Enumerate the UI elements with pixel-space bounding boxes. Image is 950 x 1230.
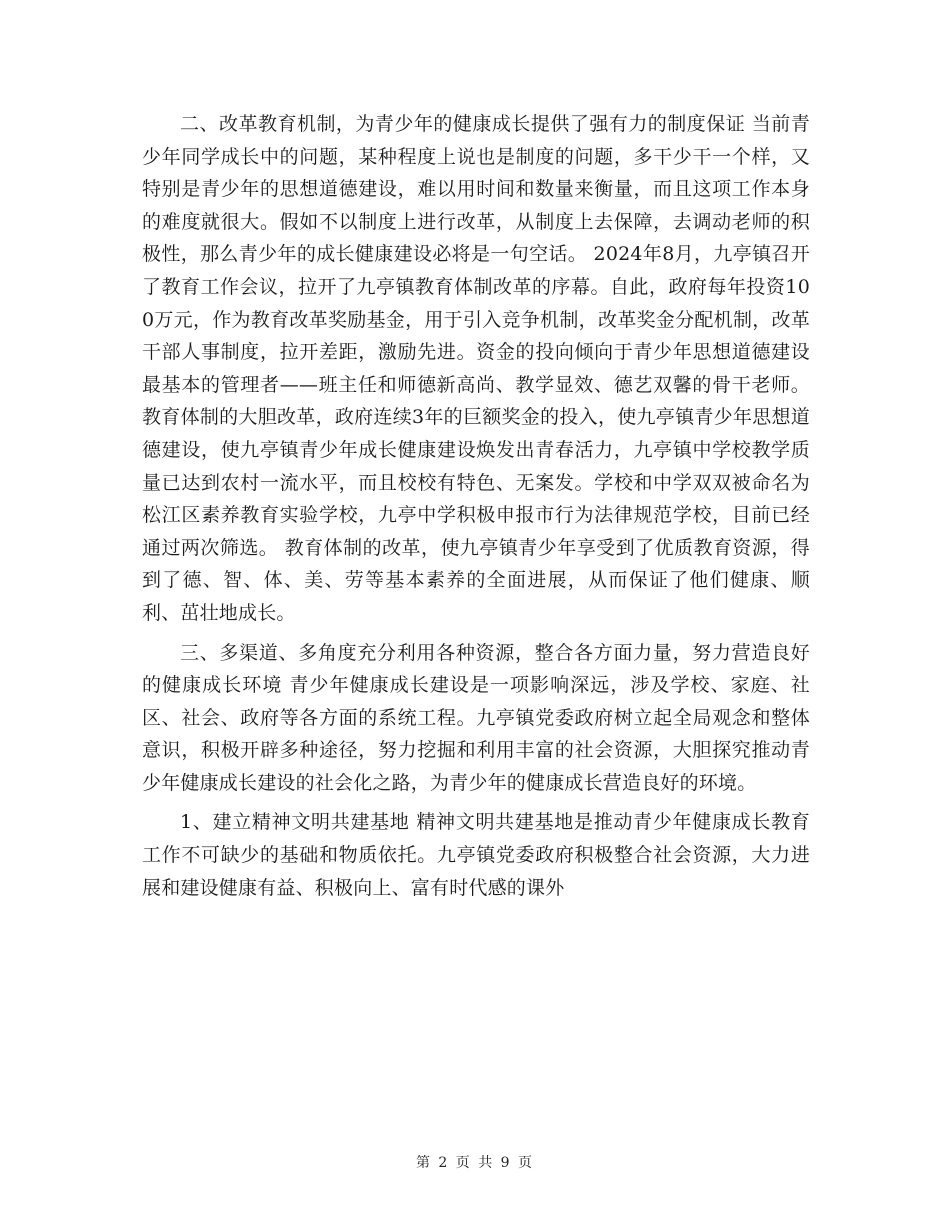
- page-number-footer: 第 2 页 共 9 页: [415, 1155, 535, 1171]
- paragraph-reform-education-mechanism: 二、改革教育机制，为青少年的健康成长提供了强有力的制度保证 当前青少年同学成长中的问题，某种程度上说也是制度的问题，多干少干一个样，又特别是青少年的思想道德建设，难以用时间和数量来衡量，而且这项工作本身的难度就很大。假如不以制度上进行改革，从制度上去保障，去调动老师的积极性，那么青少年的成长健康建设必将是一句空话。 2024年8月，九亭镇召开了教育工作会议，拉开了九亭镇教育体制改革的序幕。自此，政府每年投资100万元，作为教育改革奖励基金，用于引入竞争机制，改革奖金分配机制，改革干部人事制度，拉开差距，激励先进。资金的投向倾向于青少年思想道德建设最基本的管理者——班主任和师德新高尚、教学显效、德艺双馨的骨干老师。 教育体制的大胆改革，政府连续3年的巨额奖金的投入，使九亭镇青少年思想道德建设，使九亭镇青少年成长健康建设焕发出青春活力，九亭镇中学校教学质量已达到农村一流水平，而且校校有特色、无案发。学校和中学双双被命名为松江区素养教育实验学校，九亭中学积极申报市行为法律规范学校，目前已经通过两次筛选。 教育体制的改革，使九亭镇青少年享受到了优质教育资源，得到了德、智、体、美、劳等基本素养的全面进展，从而保证了他们健康、顺利、茁壮地成长。: [142, 113, 810, 624]
- document-body: [142, 108, 810, 911]
- paragraph-civilization-base: 1、建立精神文明共建基地 精神文明共建基地是推动青少年健康成长教育工作不可缺少的基础和物质依托。九亭镇党委政府积极整合社会资源，大力进展和建设健康有益、积极向上、富有时代感的课外: [142, 811, 810, 899]
- paragraph-multi-channel-resources: 三、多渠道、多角度充分利用各种资源，整合各方面力量，努力营造良好的健康成长环境 青少年健康成长建设是一项影响深远，涉及学校、家庭、社区、社会、政府等各方面的系统工程。九亭镇党委政府树立起全局观念和整体意识，积极开辟多种途径，努力挖掘和利用丰富的社会资源，大胆探究推动青少年健康成长建设的社会化之路，为青少年的健康成长营造良好的环境。: [142, 641, 810, 794]
